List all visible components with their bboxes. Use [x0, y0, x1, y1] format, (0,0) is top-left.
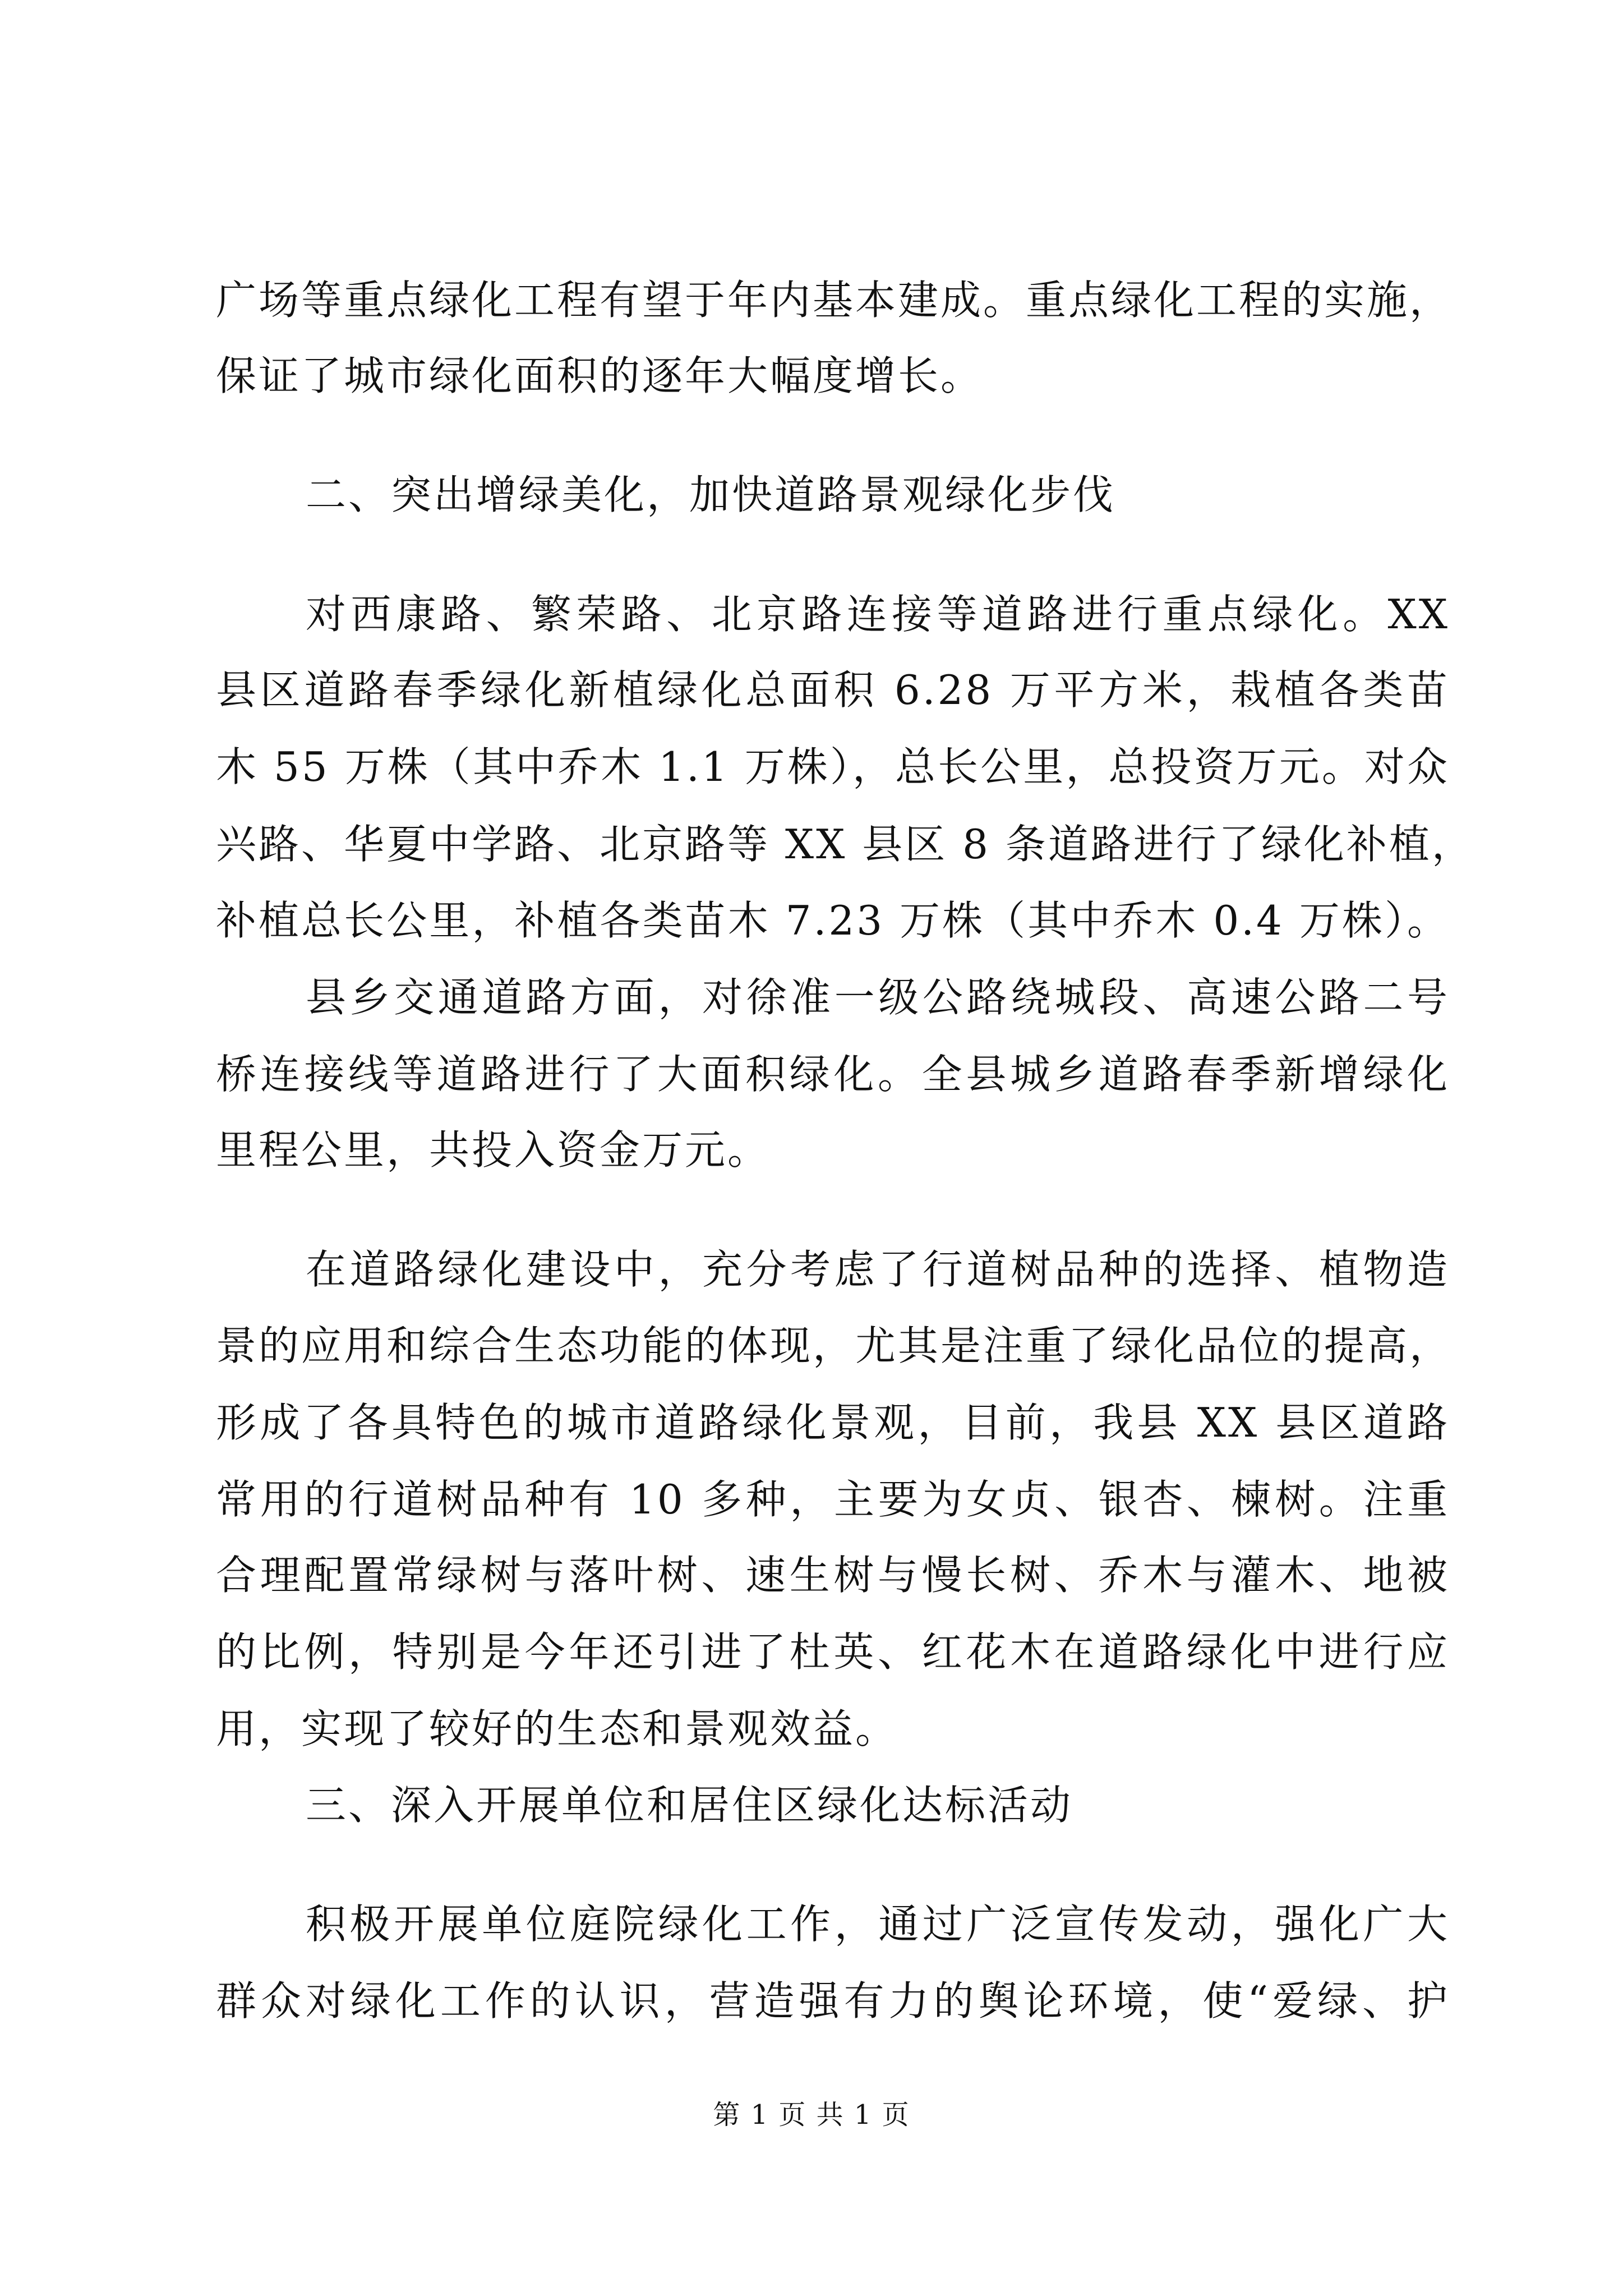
text-line-2: 保证了城市绿化面积的逐年大幅度增长。	[216, 352, 984, 399]
page-footer: 第 1 页 共 1 页	[713, 2099, 910, 2131]
section-heading-2: 二、突出增绿美化，加快道路景观绿化步伐	[306, 471, 1116, 518]
text-line-13: 景的应用和综合生态功能的体现，尤其是注重了绿化品位的提高，	[216, 1322, 1453, 1369]
text-line-21: 群众对绿化工作的认识，营造强有力的舆论环境，使“爱绿、护	[216, 1977, 1450, 2024]
text-line-14: 形成了各具特色的城市道路绿化景观，目前，我县 XX 县区道路	[216, 1399, 1450, 1446]
text-line-4: 对西康路、繁荣路、北京路连接等道路进行重点绿化。XX	[306, 591, 1450, 638]
section-heading-3: 三、深入开展单位和居住区绿化达标活动	[306, 1782, 1073, 1829]
text-line-9: 县乡交通道路方面，对徐准一级公路绕城段、高速公路二号	[306, 974, 1450, 1021]
text-line-6: 木 55 万株（其中乔木 1.1 万株），总长公里，总投资万元。对众	[216, 743, 1450, 790]
text-line-16: 合理配置常绿树与落叶树、速生树与慢长树、乔木与灌木、地被	[216, 1552, 1450, 1599]
text-line-7: 兴路、华夏中学路、北京路等 XX 县区 8 条道路进行了绿化补植，	[216, 821, 1474, 868]
text-line-10: 桥连接线等道路进行了大面积绿化。全县城乡道路春季新增绿化	[216, 1051, 1450, 1098]
text-line-11: 里程公里，共投入资金万元。	[216, 1126, 771, 1174]
text-line-8: 补植总长公里，补植各类苗木 7.23 万株（其中乔木 0.4 万株）。	[216, 897, 1450, 944]
text-line-17: 的比例，特别是今年还引进了杜英、红花木在道路绿化中进行应	[216, 1628, 1450, 1676]
text-line-15: 常用的行道树品种有 10 多种，主要为女贞、银杏、楝树。注重	[216, 1476, 1450, 1523]
text-line-5: 县区道路春季绿化新植绿化总面积 6.28 万平方米，栽植各类苗	[216, 666, 1450, 714]
text-line-1: 广场等重点绿化工程有望于年内基本建成。重点绿化工程的实施，	[216, 277, 1453, 324]
text-line-20: 积极开展单位庭院绿化工作，通过广泛宣传发动，强化广大	[306, 1901, 1450, 1948]
text-line-12: 在道路绿化建设中，充分考虑了行道树品种的选择、植物造	[306, 1246, 1450, 1293]
text-line-18: 用，实现了较好的生态和景观效益。	[216, 1705, 898, 1752]
